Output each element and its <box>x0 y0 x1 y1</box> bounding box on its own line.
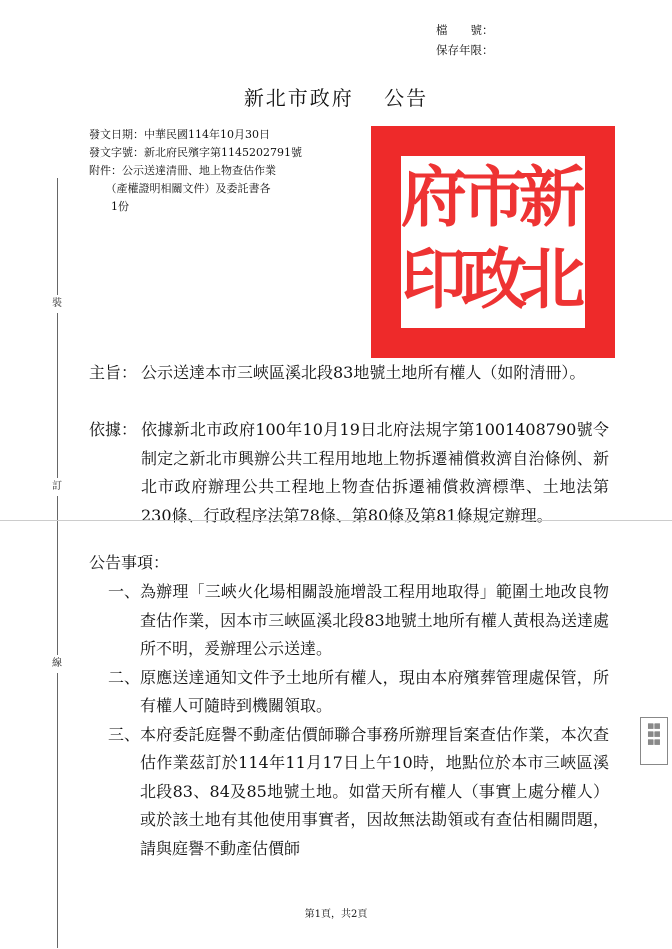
binding-char-2: 訂 <box>48 478 66 496</box>
seal-face <box>401 156 585 328</box>
page-title: 新北市政府 公告 <box>243 86 429 110</box>
notice-text-2: 原應送達通知文件予土地所有權人，現由本府殯葬管理處保管，所有權人可隨時到機關領取。 <box>140 667 609 715</box>
binding-line <box>57 178 58 948</box>
file-number-label: 檔 號： <box>436 23 494 37</box>
seal-glyph-4: 政 <box>461 240 527 318</box>
notice-num-3: 三、 <box>107 724 140 744</box>
notice-list <box>104 578 609 863</box>
subject-section <box>89 359 609 388</box>
seal-glyph-1: 新 <box>519 158 585 236</box>
notice-item-1 <box>104 578 609 664</box>
official-seal <box>371 126 615 358</box>
subject-label: 主旨： <box>89 363 138 382</box>
seal-glyph-3: 市 <box>461 158 527 236</box>
attachments: 附件：公示送達清冊、地上物查估作業 （產權證明相關文件）及委託書各 1份 <box>89 164 276 213</box>
page-number: 第1頁，共2頁 <box>304 909 368 920</box>
binding-char-1: 裝 <box>48 295 66 313</box>
basis-label: 依據： <box>89 420 138 439</box>
file-meta <box>436 20 494 60</box>
notice-item-3 <box>104 721 609 864</box>
seal-glyph-2: 北 <box>519 240 585 318</box>
side-stamp-glyphs: ▦▦ ▦▦ ▦▦ <box>647 722 661 746</box>
notice-item-2 <box>104 664 609 721</box>
notice-text-1: 為辦理「三峽火化場相關設施增設工程用地取得」範圍土地改良物查估作業，因本市三峽區溪北段83地號土地所有權人黃根為送達處所不明，爰辦理公示送達。 <box>140 582 609 658</box>
issue-doc-number: 發文字號：新北府民殯字第1145202791號 <box>89 146 302 159</box>
notice-num-1: 一、 <box>107 582 140 601</box>
seal-glyph-6: 印 <box>401 240 467 318</box>
subject-text: 公示送達本市三峽區溪北段83地號土地所有權人（如附清冊）。 <box>141 363 586 382</box>
binding-char-3: 線 <box>48 655 66 673</box>
issue-info <box>89 126 302 216</box>
issue-date: 發文日期：中華民國114年10月30日 <box>89 128 270 141</box>
basis-text: 依據新北市政府100年10月19日北府法規字第1001408790號令制定之新北市興辦公共工程用地地上物拆遷補償救濟自治條例、新北市政府辦理公共工程地上物查估拆遷補償救濟標準、土地法第230條、行政程序法第78條、第80條及第81條規定辦理。 <box>141 420 609 525</box>
notice-num-2: 二、 <box>107 667 140 687</box>
fold-line <box>0 520 672 521</box>
side-stamp <box>640 717 668 765</box>
notice-heading: 公告事項： <box>89 553 170 572</box>
seal-glyph-5: 府 <box>401 158 467 236</box>
basis-section <box>89 416 609 530</box>
retention-label: 保存年限： <box>436 43 494 57</box>
notice-text-3: 本府委託庭譽不動產估價師聯合事務所辦理旨案查估作業，本次查估作業茲訂於114年11月17日上午10時，地點位於本市三峽區溪北段83、84及85地號土地。如當天所有權人（事實上處分權人）或於該土地有其他使用事實者，因故無法勘領或有查估相關問題，請與庭譽不動產估價師 <box>140 724 609 858</box>
